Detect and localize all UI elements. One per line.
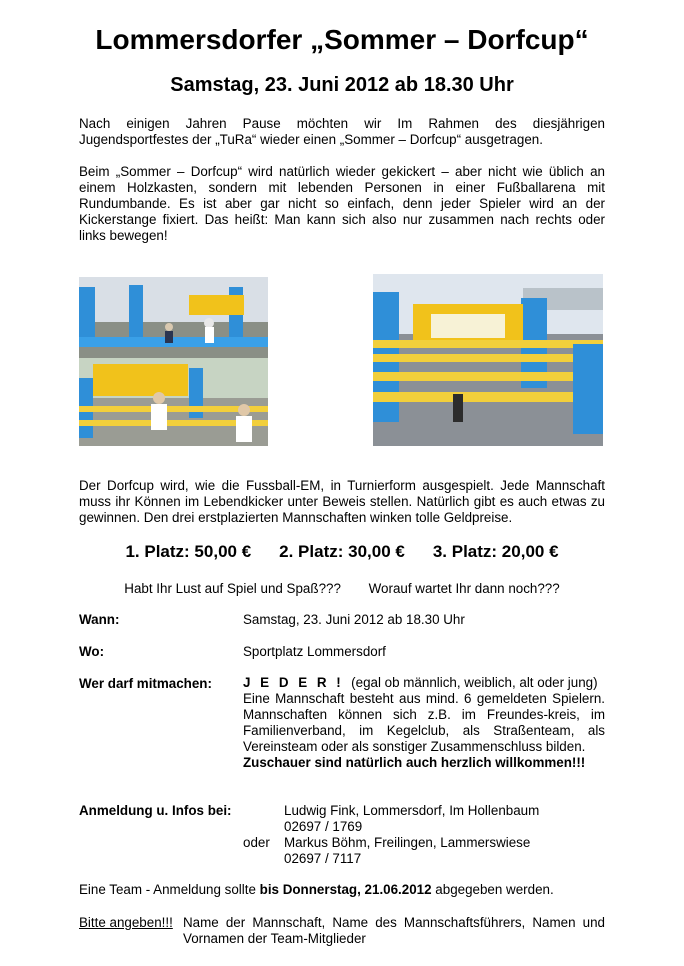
- photo-arena-closeup: [373, 274, 603, 446]
- photo-arena-bottom: [79, 358, 268, 446]
- deadline-post: abgegeben werden.: [431, 882, 554, 897]
- photo-arena-top: [79, 277, 268, 358]
- wer-block: [243, 675, 605, 771]
- jeder-text: J E D E R !: [243, 675, 344, 690]
- oder-text: oder: [243, 835, 270, 850]
- wer-description: Eine Mannschaft besteht aus mind. 6 gemeldeten Spielern. Mannschaften können sich z.B. im Freundes-kreis, im Familienverband, im Kegelclub, als Straßenteam, als Vereinsteam oder als sonstiger Zusammenschluss bilden.: [243, 691, 605, 754]
- tagline: [0, 581, 684, 596]
- contact2-phone: 02697 / 7117: [284, 851, 362, 866]
- contact2-name: Markus Böhm, Freilingen, Lammerswiese: [284, 835, 531, 850]
- deadline-pre: Eine Team - Anmeldung sollte: [79, 882, 260, 897]
- deadline-line: [79, 882, 554, 898]
- prize-list: [0, 542, 684, 562]
- anmeldung-label: Anmeldung u. Infos bei:: [79, 803, 232, 818]
- wann-value: Samstag, 23. Juni 2012 ab 18.30 Uhr: [243, 612, 465, 627]
- deadline-date: bis Donnerstag, 21.06.2012: [259, 882, 432, 897]
- wo-label: Wo:: [79, 644, 105, 659]
- wer-label: Wer darf mitmachen:: [79, 676, 212, 691]
- tagline-left: Habt Ihr Lust auf Spiel und Spaß???: [124, 581, 341, 596]
- event-date-subtitle: Samstag, 23. Juni 2012 ab 18.30 Uhr: [170, 74, 514, 96]
- prize-third: 3. Platz: 20,00 €: [432, 542, 559, 561]
- tagline-right: Worauf wartet Ihr dann noch???: [368, 581, 560, 596]
- wann-label: Wann:: [79, 612, 120, 627]
- bitte-text: Name der Mannschaft, Name des Mannschaftsführers, Namen und Vornamen der Team-Mitglieder: [183, 915, 605, 946]
- contact1-name: Ludwig Fink, Lommersdorf, Im Hollenbaum: [284, 803, 540, 818]
- prize-first: 1. Platz: 50,00 €: [125, 542, 252, 561]
- page-title: Lommersdorfer „Sommer – Dorfcup“: [95, 24, 589, 55]
- wer-first-line: [243, 675, 605, 691]
- wer-parenthetical: (egal ob männlich, weiblich, alt oder jung): [351, 675, 598, 690]
- intro-paragraph-2: Beim „Sommer – Dorfcup“ wird natürlich wieder gekickert – aber nicht wie üblich an einem Holzkasten, sondern mit lebenden Personen in einer Fußballarena mit Rundumbande. Es ist aber gar nicht so einfach, denn jeder Spieler wird an der Kickerstange fixiert. Das heißt: Man kann sich also nur zusammen nach rechts oder links bewegen!: [79, 164, 605, 243]
- spectators-welcome: Zuschauer sind natürlich auch herzlich willkommen!!!: [243, 755, 586, 770]
- intro-paragraph-1: Nach einigen Jahren Pause möchten wir Im Rahmen des diesjährigen Jugendsportfestes der „TuRa“ wieder einen „Sommer – Dorfcup“ ausgetragen.: [79, 116, 605, 147]
- wo-value: Sportplatz Lommersdorf: [243, 644, 386, 659]
- tournament-paragraph: Der Dorfcup wird, wie die Fussball-EM, in Turnierform ausgespielt. Jede Mannschaft muss ihr Können im Lebendkicker unter Beweis stellen. Natürlich gibt es auch etwas zu gewinnen. Den drei erstplazierten Mannschaften winken tolle Geldpreise.: [79, 478, 605, 525]
- bitte-label: Bitte angeben!!!: [79, 915, 173, 930]
- prize-second: 2. Platz: 30,00 €: [279, 542, 405, 561]
- contact1-phone: 02697 / 1769: [284, 819, 363, 834]
